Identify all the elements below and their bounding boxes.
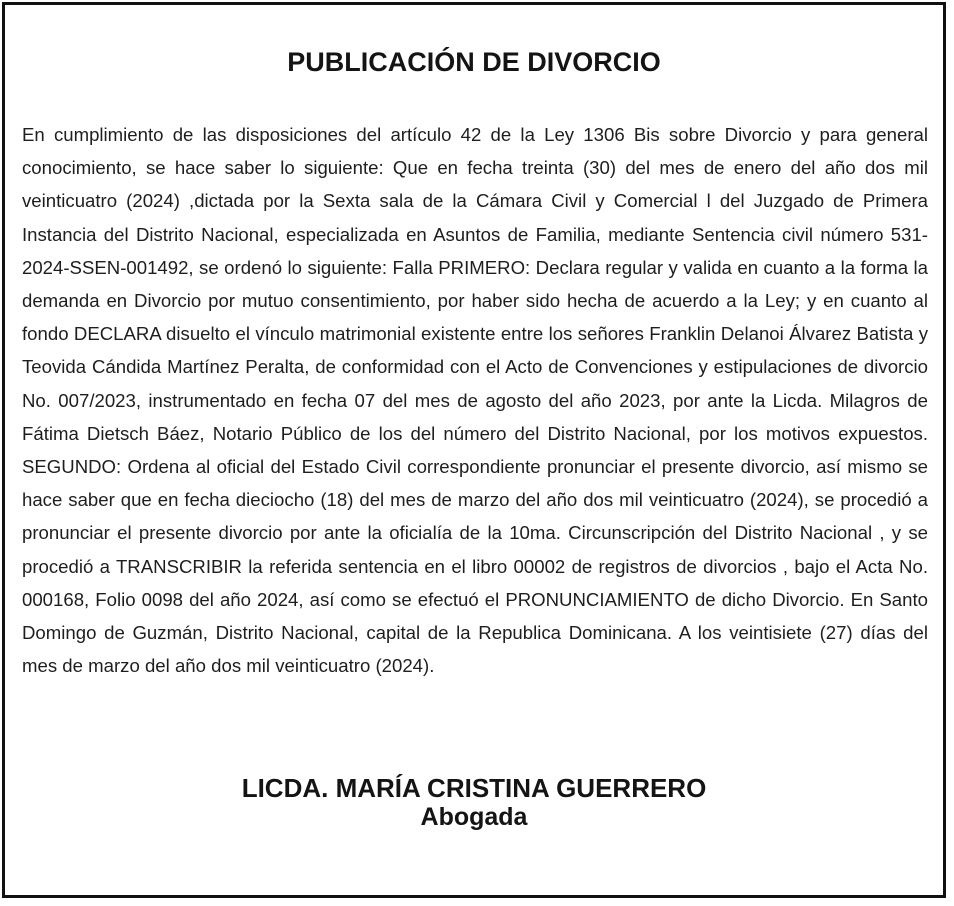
notice-body: En cumplimiento de las disposiciones del artículo 42 de la Ley 1306 Bis sobre Divorcio y para general conocimiento, se hace saber lo siguiente: Que en fecha treinta (30) del mes de enero del año dos mil veinticuatro (2024) ,dictada por la Sexta sala de la Cámara Civil y Comercial l del Juzgado de Primera Instancia del Distrito Nacional, especializada en Asuntos de Familia, mediante Sentencia civil número 531-2024-SSEN-001492, se ordenó lo siguiente: Falla PRIMERO: Declara regular y valida en cuanto a la forma la demanda en Divorcio por mutuo consentimiento, por haber sido hecha de acuerdo a la Ley; y en cuanto al fondo DECLARA disuelto el vínculo matrimonial existente entre los señores Franklin Delanoi Álvarez Batista y Teovida Cándida Martínez Peralta, de conformidad con el Acto de Convenciones y estipulaciones de divorcio No. 007/2023, instrumentado en fecha 07 del mes de agosto del año 2023, por ante la Licda. Milagros de Fátima Dietsch Báez, Notario Público de los del número del Distrito Nacional, por los motivos expuestos. SEGUNDO: Ordena al oficial del Estado Civil correspondiente pronunciar el presente divorcio, así mismo se hace saber que en fecha dieciocho (18) del mes de marzo del año dos mil veinticuatro (2024), se procedió a pronunciar el presente divorcio por ante la oficialía de la 10ma. Circunscripción del Distrito Nacional , y se procedió a TRANSCRIBIR la referida sentencia en el libro 00002 de registros de divorcios , bajo el Acta No. 000168, Folio 0098 del año 2024, así como se efectuó el PRONUNCIAMIENTO de dicho Divorcio. En Santo Domingo de Guzmán, Distrito Nacional, capital de la Republica Dominicana. A los veintisiete (27) días del mes de marzo del año dos mil veinticuatro (2024).	[22, 124, 928, 677]
signature-role: Abogada	[420, 803, 528, 831]
signature-block	[5, 773, 943, 831]
notice-title: PUBLICACIÓN DE DIVORCIO	[287, 47, 661, 77]
signature-name: LICDA. MARÍA CRISTINA GUERRERO	[241, 773, 707, 803]
notice-frame	[2, 2, 946, 898]
